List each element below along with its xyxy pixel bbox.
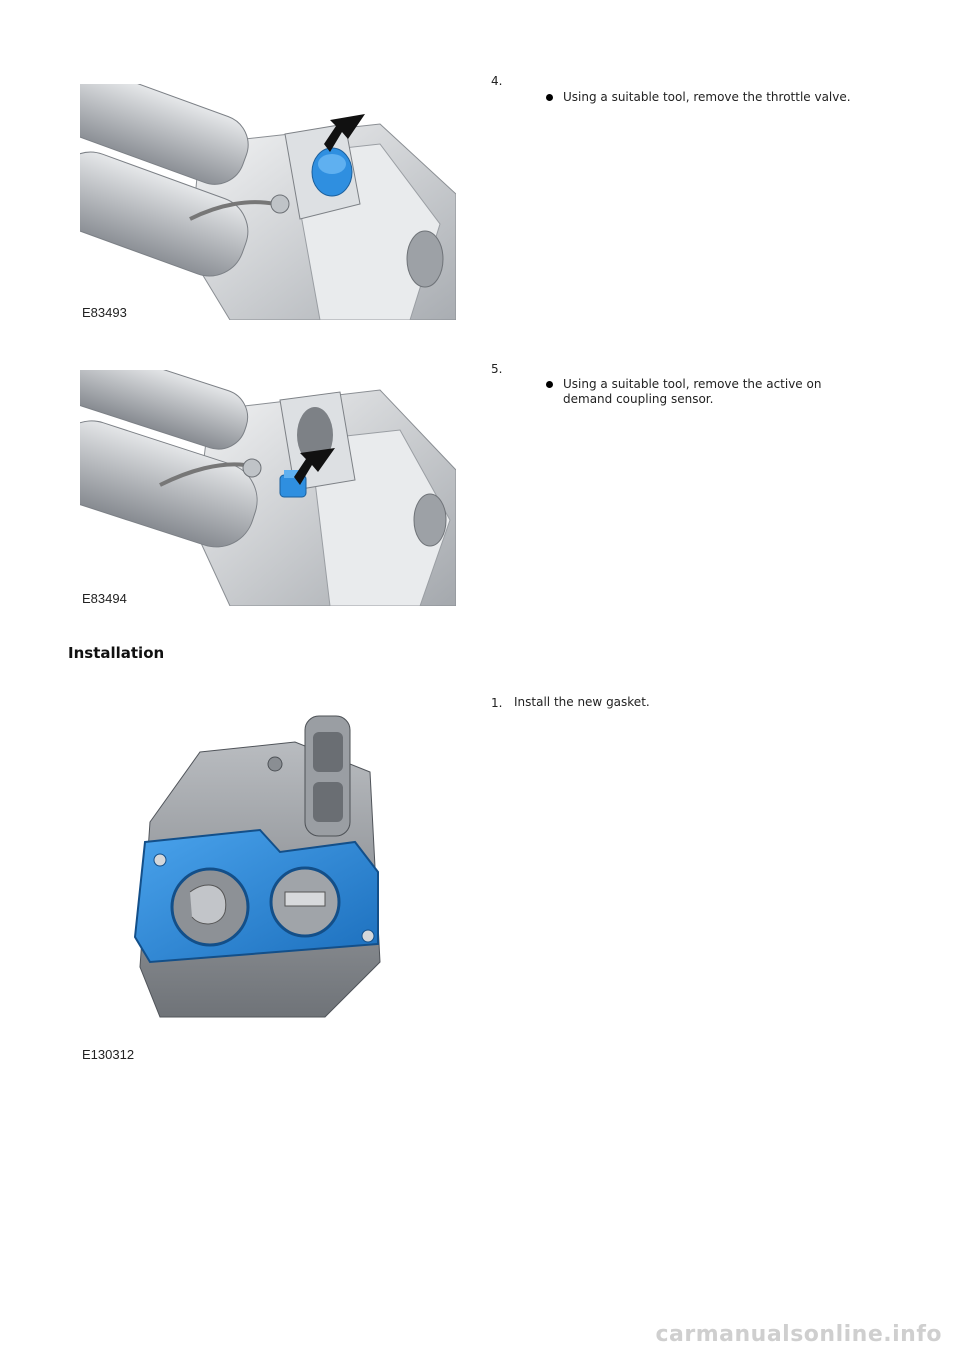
step-number: 1. [491, 696, 503, 710]
figure-label: E83494 [82, 591, 127, 606]
step-instruction-line2: demand coupling sensor. [563, 392, 714, 406]
step-number: 5. [491, 362, 503, 376]
gasket-illustration [80, 712, 410, 1062]
step-instruction-line1: Using a suitable tool, remove the active on [563, 377, 822, 391]
step-instruction: Using a suitable tool, remove the throttle valve. [563, 90, 851, 104]
section-heading: Installation [68, 644, 165, 662]
bullet-icon [546, 381, 553, 388]
step-number: 4. [491, 74, 503, 88]
throttle-valve-illustration [80, 84, 456, 320]
figure-throttle-valve [80, 84, 456, 320]
figure-label: E130312 [82, 1047, 135, 1062]
bullet-icon [546, 94, 553, 101]
coupling-sensor-illustration [80, 370, 456, 606]
watermark: carmanualsonline.info [655, 1322, 942, 1347]
step-instruction: Install the new gasket. [514, 695, 650, 709]
figure-coupling-sensor [80, 370, 456, 606]
figure-new-gasket [80, 712, 410, 1062]
figure-label: E83493 [82, 305, 127, 320]
